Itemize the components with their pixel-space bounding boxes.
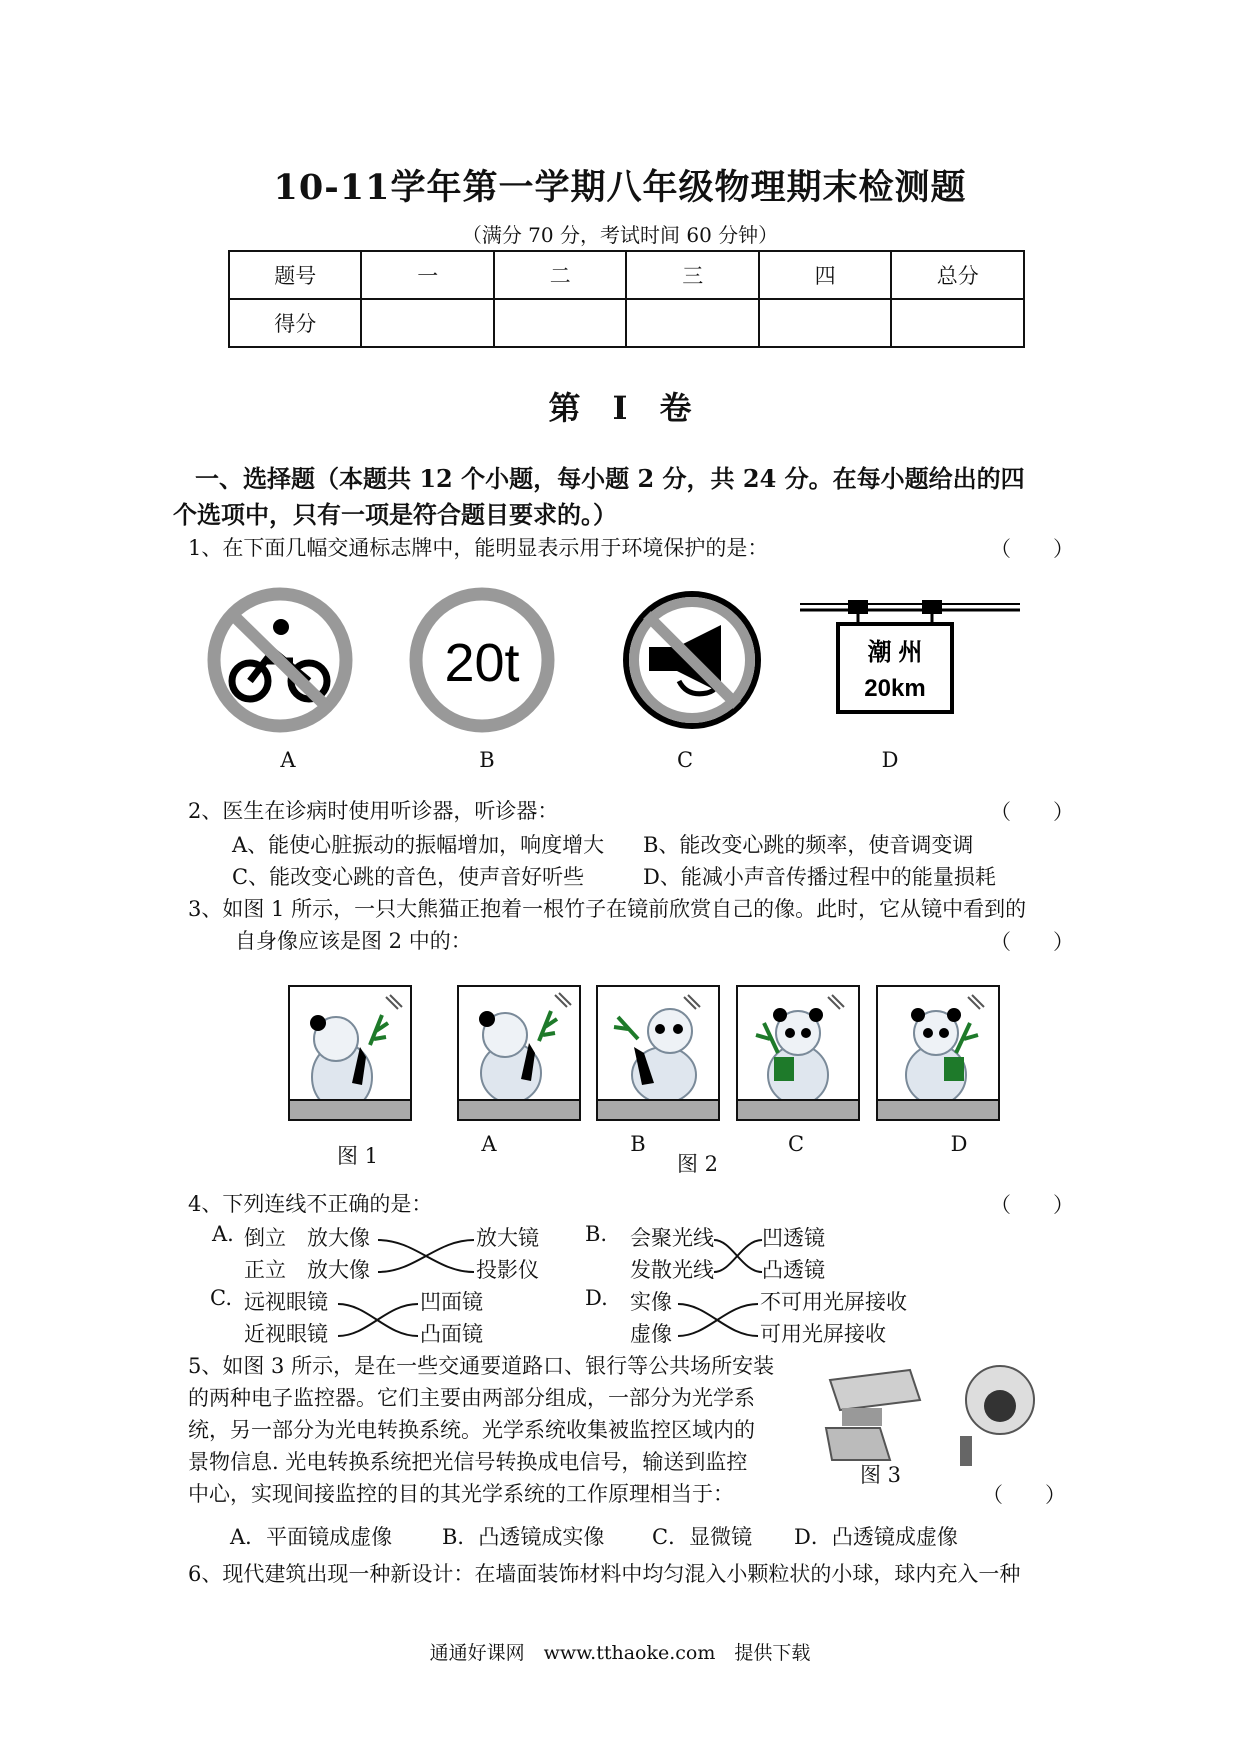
- score-cell[interactable]: [891, 299, 1024, 347]
- sign-label-a: A: [280, 748, 296, 772]
- score-header-cell: 题号: [229, 251, 361, 299]
- answer-paren[interactable]: （ ）: [990, 1193, 1074, 1217]
- figure-1-caption: 图 1: [337, 1144, 379, 1168]
- question-4-option-c-tag[interactable]: C.: [210, 1286, 232, 1310]
- figure-2-label-b: B: [630, 1132, 646, 1156]
- q4c-left-1: 远视眼镜: [244, 1290, 328, 1314]
- q4b-right-1: 凹透镜: [762, 1226, 825, 1250]
- question-6-text: 6、现代建筑出现一种新设计：在墙面装饰材料中均匀混入小颗粒状的小球，球内充入一种: [188, 1562, 1021, 1586]
- score-cell[interactable]: [759, 299, 891, 347]
- q4b-left-2: 发散光线: [630, 1258, 714, 1282]
- question-5-line: 中心，实现间接监控的目的其光学系统的工作原理相当于：: [188, 1482, 734, 1506]
- sign-distance-city: 潮 州: [867, 639, 923, 666]
- figure-2-option-c-image[interactable]: [736, 985, 860, 1121]
- answer-paren[interactable]: （ ）: [990, 800, 1074, 824]
- q4d-cross-lines: [676, 1286, 760, 1350]
- question-4-option-d-tag[interactable]: D.: [585, 1286, 608, 1310]
- answer-paren[interactable]: （ ）: [990, 537, 1074, 561]
- question-4-option-b-tag[interactable]: B.: [585, 1222, 608, 1246]
- question-5-line: 5、如图 3 所示，是在一些交通要道路口、银行等公共场所安装: [188, 1354, 775, 1378]
- question-5-line: 统，另一部分为光电转换系统。光学系统收集被监控区域内的: [188, 1418, 755, 1442]
- volume-heading: 第 Ⅰ 卷: [548, 389, 692, 427]
- score-cell[interactable]: [361, 299, 493, 347]
- sign-weight-limit-icon: [407, 585, 557, 735]
- q4a-left-2: 正立 放大像: [244, 1258, 370, 1282]
- surveillance-cameras-icon: [820, 1360, 1050, 1470]
- floor-strip: [290, 1099, 410, 1119]
- q4a-right-1: 放大镜: [476, 1226, 539, 1250]
- q4b-cross-lines: [712, 1222, 764, 1286]
- sign-label-b: B: [479, 748, 495, 772]
- sign-no-bicycle-icon: [205, 585, 355, 735]
- sign-no-horn-icon: [617, 585, 767, 735]
- question-1-text: 1、在下面几幅交通标志牌中，能明显表示用于环境保护的是：: [188, 536, 769, 560]
- figure-2-option-b-image[interactable]: [596, 985, 720, 1121]
- page-footer: 通通好课网 www.tthaoke.com 提供下载: [429, 1642, 811, 1664]
- q4c-right-1: 凹面镜: [420, 1290, 483, 1314]
- score-cell[interactable]: [494, 299, 626, 347]
- score-table-header-row: [229, 251, 1024, 299]
- section-heading-line: 个选项中，只有一项是符合题目要求的。）: [173, 500, 617, 529]
- figure-1-panda-image: [288, 985, 412, 1121]
- figure-2-label-a: A: [481, 1132, 497, 1156]
- score-header-cell: 二: [494, 251, 626, 299]
- q4a-left-1: 倒立 放大像: [244, 1226, 370, 1250]
- score-header-cell: 总分: [891, 251, 1024, 299]
- floor-strip: [598, 1099, 718, 1119]
- question-5-option-b[interactable]: B．凸透镜成实像: [442, 1525, 605, 1549]
- question-4-text: 4、下列连线不正确的是：: [188, 1192, 433, 1216]
- question-3-text: 3、如图 1 所示，一只大熊猫正抱着一根竹子在镜前欣赏自己的像。此时，它从镜中看到的: [188, 897, 1027, 921]
- figure-2-option-a-image[interactable]: [457, 985, 581, 1121]
- score-cell[interactable]: [626, 299, 758, 347]
- q4b-right-2: 凸透镜: [762, 1258, 825, 1282]
- q4c-cross-lines: [336, 1286, 420, 1350]
- floor-strip: [738, 1099, 858, 1119]
- sign-weight-limit-text: 20t: [444, 633, 520, 693]
- q4d-left-1: 实像: [630, 1290, 672, 1314]
- floor-strip: [459, 1099, 579, 1119]
- score-table: [228, 250, 1025, 348]
- question-2-option-c[interactable]: C、能改变心跳的音色，使声音好听些: [232, 865, 585, 889]
- answer-paren[interactable]: （ ）: [982, 1483, 1066, 1507]
- page-subtitle: （满分 70 分，考试时间 60 分钟）: [461, 223, 779, 247]
- question-5-line: 的两种电子监控器。它们主要由两部分组成，一部分为光学系: [188, 1386, 755, 1410]
- figure-3-caption: 图 3: [860, 1463, 902, 1487]
- q4a-right-2: 投影仪: [476, 1258, 539, 1282]
- q4d-right-2: 可用光屏接收: [760, 1322, 886, 1346]
- answer-paren[interactable]: （ ）: [990, 930, 1074, 954]
- question-5-line: 景物信息. 光电转换系统把光信号转换成电信号，输送到监控: [188, 1450, 748, 1474]
- question-3-text-cont: 自身像应该是图 2 中的：: [235, 929, 472, 953]
- q4b-left-1: 会聚光线: [630, 1226, 714, 1250]
- question-4-option-a-tag[interactable]: A.: [212, 1222, 234, 1246]
- section-heading: [173, 461, 1065, 533]
- sign-distance-icon: [800, 598, 1020, 718]
- question-5-option-c[interactable]: C．显微镜: [652, 1525, 753, 1549]
- figure-2-label-d: D: [950, 1132, 968, 1156]
- q4d-left-2: 虚像: [630, 1322, 672, 1346]
- question-2-text: 2、医生在诊病时使用听诊器，听诊器：: [188, 799, 559, 823]
- question-2-option-d[interactable]: D、能减小声音传播过程中的能量损耗: [643, 865, 996, 889]
- sign-label-d: D: [881, 748, 899, 772]
- score-header-cell: 四: [759, 251, 891, 299]
- sign-distance-value: 20km: [864, 675, 926, 702]
- question-2-option-b[interactable]: B、能改变心跳的频率，使音调变调: [643, 833, 974, 857]
- sign-label-c: C: [676, 748, 694, 772]
- score-header-cell: 一: [361, 251, 493, 299]
- floor-strip: [878, 1099, 998, 1119]
- figure-2-label-c: C: [787, 1132, 805, 1156]
- section-heading-line: 一、选择题（本题共 12 个小题，每小题 2 分，共 24 分。在每小题给出的四: [195, 464, 1025, 493]
- q4d-right-1: 不可用光屏接收: [760, 1290, 907, 1314]
- question-2-option-a[interactable]: A、能使心脏振动的振幅增加，响度增大: [232, 833, 605, 857]
- page-title: 10-11学年第一学期八年级物理期末检测题: [273, 167, 967, 208]
- figure-2-caption: 图 2: [677, 1152, 719, 1176]
- score-header-cell: 三: [626, 251, 758, 299]
- question-5-option-a[interactable]: A．平面镜成虚像: [230, 1525, 393, 1549]
- figure-2-option-d-image[interactable]: [876, 985, 1000, 1121]
- score-table-score-row: [229, 299, 1024, 347]
- q4c-left-2: 近视眼镜: [244, 1322, 328, 1346]
- q4c-right-2: 凸面镜: [420, 1322, 483, 1346]
- question-5-option-d[interactable]: D．凸透镜成虚像: [794, 1525, 958, 1549]
- q4a-cross-lines: [376, 1222, 476, 1286]
- score-row-label: 得分: [229, 299, 361, 347]
